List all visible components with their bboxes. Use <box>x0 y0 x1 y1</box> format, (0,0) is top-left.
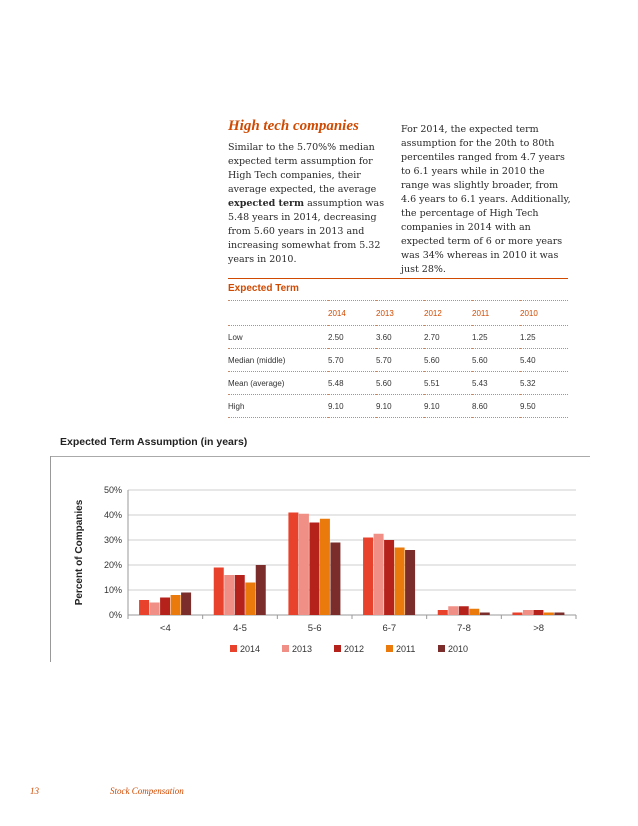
table-cell: 1.25 <box>520 326 568 349</box>
legend-swatch-2013 <box>282 645 289 652</box>
table-header-empty <box>228 301 328 326</box>
bar-2011-<4 <box>171 595 181 615</box>
y-tick-label: 50% <box>103 485 122 495</box>
table-cell: 5.43 <box>472 372 520 395</box>
x-tick-label: 6-7 <box>382 623 397 634</box>
row-label: Low <box>228 326 328 349</box>
table-row <box>228 326 568 349</box>
table-header-cell: 2013 <box>376 301 424 326</box>
bar-2012-4-5 <box>235 575 245 615</box>
bar-2011-4-5 <box>245 583 255 616</box>
table-cell: 2.70 <box>424 326 472 349</box>
table-cell: 5.70 <box>328 349 376 372</box>
legend-swatch-2010 <box>438 645 445 652</box>
legend-label: 2014 <box>240 644 261 654</box>
bar-2014->8 <box>512 613 522 616</box>
bar-2010-4-5 <box>256 565 266 615</box>
x-tick-label: <4 <box>159 623 171 634</box>
x-tick-label: 4-5 <box>233 623 247 634</box>
row-label: Mean (average) <box>228 372 328 395</box>
bar-2012-6-7 <box>384 540 394 615</box>
footer-title: Stock Compensation <box>110 786 184 796</box>
y-tick-label: 30% <box>103 535 122 545</box>
left-paragraph <box>228 141 398 267</box>
legend-label: 2011 <box>396 644 416 654</box>
y-tick-label: 20% <box>103 560 122 570</box>
bar-2010-<4 <box>181 593 191 616</box>
bar-2010-6-7 <box>405 550 415 615</box>
bar-2013-4-5 <box>224 575 234 615</box>
y-tick-label: 40% <box>103 510 122 520</box>
legend-swatch-2014 <box>230 645 237 652</box>
table-top-rule <box>228 278 568 279</box>
expected-term-table <box>228 300 568 418</box>
table-cell: 5.60 <box>424 349 472 372</box>
bar-2013-<4 <box>150 603 160 616</box>
bar-2014-<4 <box>139 600 149 615</box>
table-cell: 1.25 <box>472 326 520 349</box>
y-tick-label: 0% <box>108 610 122 620</box>
table-title: Expected Term <box>228 283 299 294</box>
legend-label: 2010 <box>448 644 469 654</box>
bar-2012-5-6 <box>309 523 319 616</box>
bar-2012->8 <box>533 610 543 615</box>
table-cell: 9.10 <box>328 395 376 418</box>
table-row <box>228 395 568 418</box>
bar-2014-5-6 <box>288 513 298 616</box>
table-header-cell: 2012 <box>424 301 472 326</box>
bar-2014-6-7 <box>363 538 373 616</box>
bar-2012-7-8 <box>459 606 469 615</box>
table-row <box>228 349 568 372</box>
bar-2011-5-6 <box>320 519 330 615</box>
bar-2010->8 <box>554 613 564 616</box>
table-cell: 9.50 <box>520 395 568 418</box>
table-cell: 5.48 <box>328 372 376 395</box>
page-number: 13 <box>30 786 39 796</box>
table-header-cell: 2010 <box>520 301 568 326</box>
table-cell: 5.60 <box>376 372 424 395</box>
table-cell: 3.60 <box>376 326 424 349</box>
x-tick-label: 5-6 <box>307 623 322 634</box>
bar-2010-5-6 <box>330 543 340 616</box>
bar-2013-7-8 <box>448 606 458 615</box>
table-cell: 5.32 <box>520 372 568 395</box>
table-cell: 5.60 <box>472 349 520 372</box>
x-tick-label: 7-8 <box>457 623 471 634</box>
table-cell: 5.40 <box>520 349 568 372</box>
bar-2011-7-8 <box>469 609 479 615</box>
bar-2013-6-7 <box>374 534 384 615</box>
right-paragraph: For 2014, the expected term assumption for the 20th to 80th percentiles ranged from 4.7 years to 6.1 years while in 2010 the range was slightly broader, from 4.6 years to 6.1 years. Additionally, the percentage of High Tech companies in 2014 with an expected term of 6 or more years was 34% whereas in 2010 it was just 28%. <box>401 124 571 275</box>
paragraph-text: assumption was 5.48 years in 2014, decreasing from 5.60 years in 2013 and increasing somewhat from 5.32 years in 2010. <box>228 198 385 265</box>
paragraph-text: Similar to the 5.70%% median expected term assumption for High Tech companies, their average expected, the average <box>228 142 377 195</box>
y-tick-label: 10% <box>103 585 122 595</box>
bar-2010-7-8 <box>480 613 490 616</box>
x-tick-label: >8 <box>533 623 545 634</box>
legend-label: 2013 <box>292 644 313 654</box>
chart-title: Expected Term Assumption (in years) <box>60 436 248 448</box>
bar-2014-4-5 <box>214 568 224 616</box>
legend-label: 2012 <box>344 644 365 654</box>
bar-2011->8 <box>544 613 554 616</box>
bar-2011-6-7 <box>395 548 405 616</box>
section-title: High tech companies <box>228 118 359 134</box>
legend-swatch-2011 <box>386 645 393 652</box>
table-header-cell: 2014 <box>328 301 376 326</box>
row-label: Median (middle) <box>228 349 328 372</box>
bold-term: expected term <box>228 198 305 209</box>
table-header-cell: 2011 <box>472 301 520 326</box>
table-cell: 5.70 <box>376 349 424 372</box>
chart-canvas <box>50 470 590 665</box>
table-cell: 2.50 <box>328 326 376 349</box>
table-cell: 5.51 <box>424 372 472 395</box>
table-cell: 8.60 <box>472 395 520 418</box>
y-axis-label: Percent of Companies <box>74 499 85 606</box>
chart-top-rule <box>50 456 590 457</box>
bar-2013-5-6 <box>299 514 309 615</box>
bar-2012-<4 <box>160 598 170 616</box>
table-cell: 9.10 <box>424 395 472 418</box>
table-row <box>228 372 568 395</box>
table-cell: 9.10 <box>376 395 424 418</box>
bar-2014-7-8 <box>438 610 448 615</box>
bar-2013->8 <box>523 610 533 615</box>
legend-swatch-2012 <box>334 645 341 652</box>
table-header-row <box>228 301 568 326</box>
row-label: High <box>228 395 328 418</box>
